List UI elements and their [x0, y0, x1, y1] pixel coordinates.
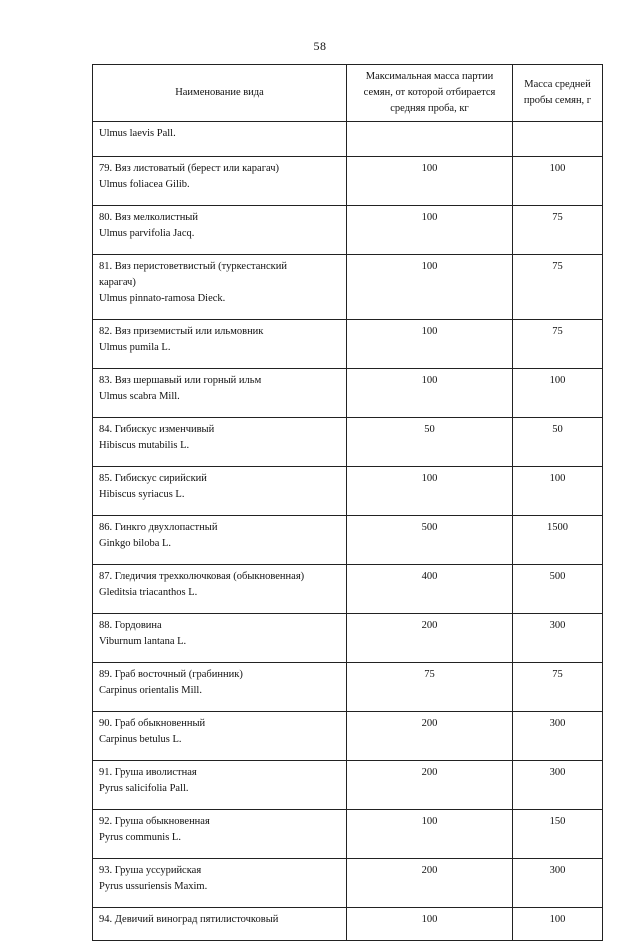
header-max-mass-line: Максимальная масса партии	[365, 71, 494, 82]
header-max-mass-line: семян, от которой отбирается	[363, 87, 496, 98]
species-name-line: 91. Груша иволистная	[99, 767, 197, 778]
species-name-line: 79. Вяз листоватый (берест или карагач)	[99, 163, 280, 174]
species-name-line: 80. Вяз мелколистный	[99, 212, 198, 223]
species-name-cell	[93, 663, 347, 712]
table-row	[93, 565, 603, 614]
sample-mass-cell: 300	[513, 712, 603, 761]
max-batch-mass-cell: 100	[347, 908, 513, 941]
species-name-cell	[93, 859, 347, 908]
species-name-line: 82. Вяз приземистый или ильмовник	[99, 326, 264, 337]
max-batch-mass-cell: 100	[347, 255, 513, 320]
max-batch-mass-cell: 100	[347, 467, 513, 516]
header-max-batch-mass	[347, 65, 513, 122]
species-name-line: Pyrus salicifolia Pall.	[99, 783, 189, 794]
max-batch-mass-cell: 100	[347, 157, 513, 206]
header-sample-mass-line: Масса средней	[524, 79, 591, 90]
table-row	[93, 206, 603, 255]
species-name-line: 89. Граб восточный (грабинник)	[99, 669, 243, 680]
species-name-cell	[93, 206, 347, 255]
species-name-line: 87. Гледичия трехколючковая (обыкновенная)	[99, 571, 305, 582]
species-name-line: Hibiscus mutabilis L.	[99, 440, 190, 451]
table-row	[93, 663, 603, 712]
table-row	[93, 712, 603, 761]
table-row	[93, 614, 603, 663]
max-batch-mass-cell: 100	[347, 810, 513, 859]
sample-mass-cell: 150	[513, 810, 603, 859]
sample-mass-cell: 300	[513, 614, 603, 663]
table-row	[93, 320, 603, 369]
species-name-line: 81. Вяз перистоветвистый (туркестанский	[99, 261, 288, 272]
sample-mass-cell: 100	[513, 908, 603, 941]
max-batch-mass-cell: 200	[347, 859, 513, 908]
max-batch-mass-cell: 50	[347, 418, 513, 467]
species-name-cell	[93, 908, 347, 941]
max-batch-mass-cell: 400	[347, 565, 513, 614]
max-batch-mass-cell	[347, 122, 513, 157]
sample-mass-cell: 1500	[513, 516, 603, 565]
species-name-line: 85. Гибискус сирийский	[99, 473, 207, 484]
species-name-line: 94. Девичий виноград пятилисточковый	[99, 914, 279, 925]
species-name-line: Ginkgo biloba L.	[99, 538, 172, 549]
sample-mass-cell: 100	[513, 157, 603, 206]
table-row	[93, 908, 603, 941]
table-header-row	[93, 65, 603, 122]
table-row	[93, 122, 603, 157]
species-name-cell	[93, 712, 347, 761]
species-name-line: 83. Вяз шершавый или горный ильм	[99, 375, 262, 386]
species-name-cell	[93, 320, 347, 369]
species-name-line: Ulmus scabra Mill.	[99, 391, 180, 402]
species-name-cell	[93, 122, 347, 157]
max-batch-mass-cell: 100	[347, 369, 513, 418]
sample-mass-cell: 100	[513, 467, 603, 516]
sample-mass-cell: 75	[513, 255, 603, 320]
sample-mass-cell: 50	[513, 418, 603, 467]
max-batch-mass-cell: 200	[347, 614, 513, 663]
species-name-cell	[93, 255, 347, 320]
seed-mass-table	[92, 64, 603, 941]
species-name-cell	[93, 418, 347, 467]
table-row	[93, 859, 603, 908]
page-number: 58	[313, 39, 327, 53]
sample-mass-cell: 500	[513, 565, 603, 614]
species-name-cell	[93, 369, 347, 418]
max-batch-mass-cell: 200	[347, 761, 513, 810]
species-name-cell	[93, 157, 347, 206]
sample-mass-cell: 100	[513, 369, 603, 418]
species-name-cell	[93, 761, 347, 810]
species-name-line: Ulmus pinnato-ramosa Dieck.	[99, 293, 226, 304]
header-sample-mass-line: пробы семян, г	[523, 95, 592, 106]
header-species-name-text: Наименование вида	[175, 87, 264, 98]
species-name-line: 93. Груша уссурийская	[99, 865, 202, 876]
table-row	[93, 467, 603, 516]
species-name-line: Gleditsia triacanthos L.	[99, 587, 198, 598]
species-name-line: Ulmus laevis Pall.	[99, 128, 176, 139]
sample-mass-cell	[513, 122, 603, 157]
table-body	[93, 122, 603, 941]
max-batch-mass-cell: 100	[347, 320, 513, 369]
max-batch-mass-cell: 75	[347, 663, 513, 712]
species-name-line: Viburnum lantana L.	[99, 636, 187, 647]
sample-mass-cell: 300	[513, 761, 603, 810]
species-name-cell	[93, 810, 347, 859]
species-name-line: Carpinus orientalis Mill.	[99, 685, 202, 696]
max-batch-mass-cell: 500	[347, 516, 513, 565]
species-name-cell	[93, 467, 347, 516]
sample-mass-cell: 300	[513, 859, 603, 908]
sample-mass-cell: 75	[513, 206, 603, 255]
table-row	[93, 418, 603, 467]
species-name-cell	[93, 565, 347, 614]
header-max-mass-line: средняя проба, кг	[390, 103, 469, 114]
table-row	[93, 157, 603, 206]
species-name-cell	[93, 614, 347, 663]
species-name-line: Ulmus foliacea Gilib.	[99, 179, 190, 190]
species-name-line: 90. Граб обыкновенный	[99, 718, 206, 729]
header-species-name	[93, 65, 347, 122]
table-row	[93, 369, 603, 418]
species-name-line: 84. Гибискус изменчивый	[99, 424, 215, 435]
species-name-line: Hibiscus syriacus L.	[99, 489, 185, 500]
max-batch-mass-cell: 100	[347, 206, 513, 255]
max-batch-mass-cell: 200	[347, 712, 513, 761]
table-row	[93, 761, 603, 810]
species-name-line: карагач)	[99, 277, 136, 288]
species-name-line: Pyrus communis L.	[99, 832, 181, 843]
species-name-line: 92. Груша обыкновенная	[99, 816, 210, 827]
species-name-cell	[93, 516, 347, 565]
species-name-line: 86. Гинкго двухлопастный	[99, 522, 218, 533]
sample-mass-cell: 75	[513, 663, 603, 712]
sample-mass-cell: 75	[513, 320, 603, 369]
table-row	[93, 516, 603, 565]
table-row	[93, 255, 603, 320]
species-name-line: 88. Гордовина	[99, 620, 162, 631]
species-name-line: Ulmus pumila L.	[99, 342, 171, 353]
species-name-line: Pyrus ussuriensis Maxim.	[99, 881, 208, 892]
table-row	[93, 810, 603, 859]
species-name-line: Carpinus betulus L.	[99, 734, 182, 745]
species-name-line: Ulmus parvifolia Jacq.	[99, 228, 195, 239]
header-sample-mass	[513, 65, 603, 122]
